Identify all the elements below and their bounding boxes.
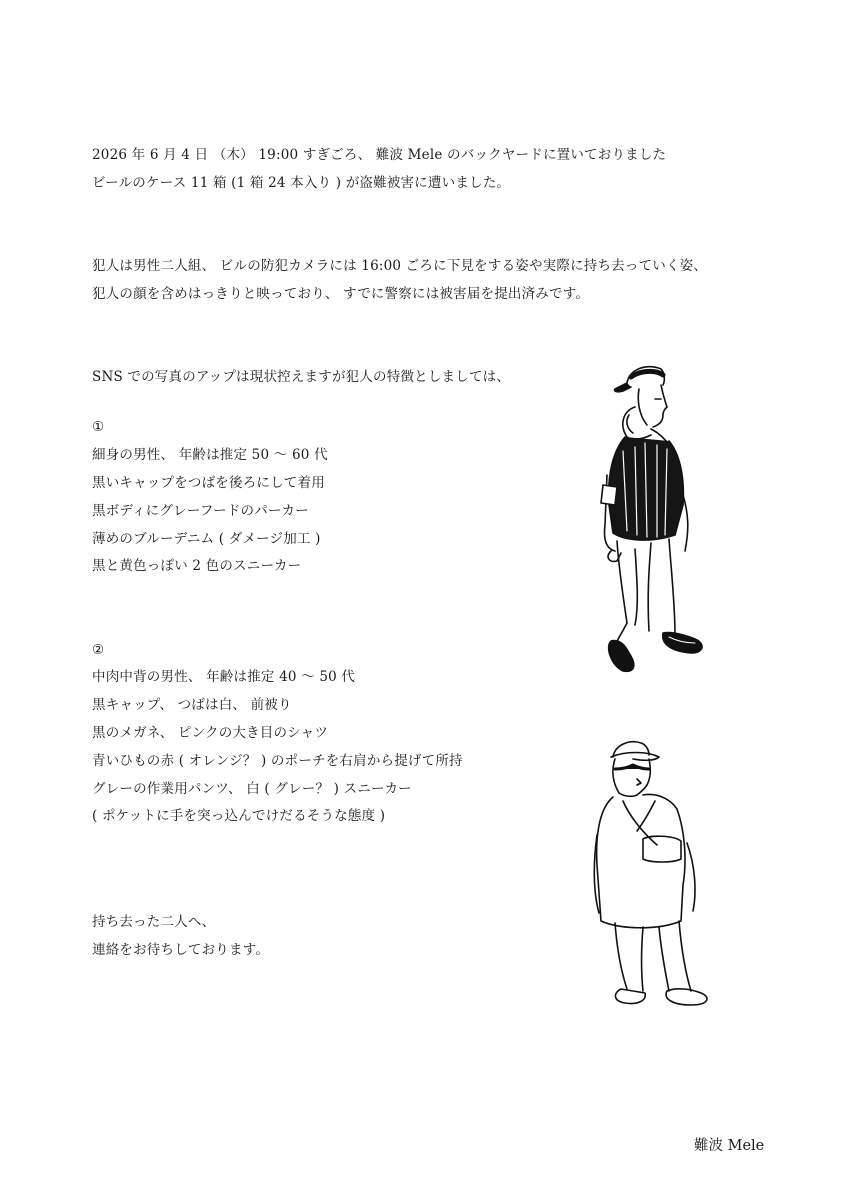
closing-line-2: 連絡をお待ちしております。 [92, 942, 270, 958]
suspect1-number: ① [92, 419, 105, 435]
suspect2-trait: 黒キャップ、 つばは白、 前被り [92, 697, 292, 713]
suspect2-trait: グレーの作業用パンツ、 白 ( グレー？ ) スニーカー [92, 781, 412, 797]
closing-line-1: 持ち去った二人へ、 [92, 914, 216, 930]
suspect1-trait: 薄めのブルーデニム ( ダメージ加工 ) [92, 531, 321, 547]
suspect2-sketch [585, 735, 725, 1015]
intro-line-1: 2026 年 6 月 4 日 （木） 19:00 すぎごろ、 難波 Mele のバックヤードに置いておりました [92, 147, 667, 163]
suspect2-number: ② [92, 642, 105, 658]
suspect2-trait: ( ポケットに手を突っ込んでけだるそうな態度 ) [92, 808, 386, 824]
sns-note: SNS での写真のアップは現状控えますが犯人の特徴としましては、 [92, 369, 511, 385]
suspect1-trait: 黒と黄色っぽい 2 色のスニーカー [92, 558, 302, 574]
details-line-1: 犯人は男性二人組、 ビルの防犯カメラには 16:00 ごろに下見をする姿や実際に持ち去っていく姿、 [92, 258, 708, 274]
signature: 難波 Mele [694, 1138, 765, 1154]
details-line-2: 犯人の顔を含めはっきりと映っており、 すでに警察には被害届を提出済みです。 [92, 286, 590, 302]
intro-line-2: ビールのケース 11 箱 (1 箱 24 本入り ) が盗難被害に遭いました。 [92, 175, 511, 191]
suspect1-sketch [565, 355, 725, 695]
suspect1-trait: 細身の男性、 年齢は推定 50 〜 60 代 [92, 447, 328, 463]
suspect2-trait: 青いひもの赤 ( オレンジ？ ) のポーチを右肩から提げて所持 [92, 753, 463, 769]
suspect1-trait: 黒ボディにグレーフードのパーカー [92, 503, 309, 519]
suspect1-trait: 黒いキャップをつばを後ろにして着用 [92, 475, 325, 491]
suspect2-trait: 中肉中背の男性、 年齢は推定 40 〜 50 代 [92, 669, 356, 685]
suspect2-trait: 黒のメガネ、 ピンクの大き目のシャツ [92, 725, 329, 741]
